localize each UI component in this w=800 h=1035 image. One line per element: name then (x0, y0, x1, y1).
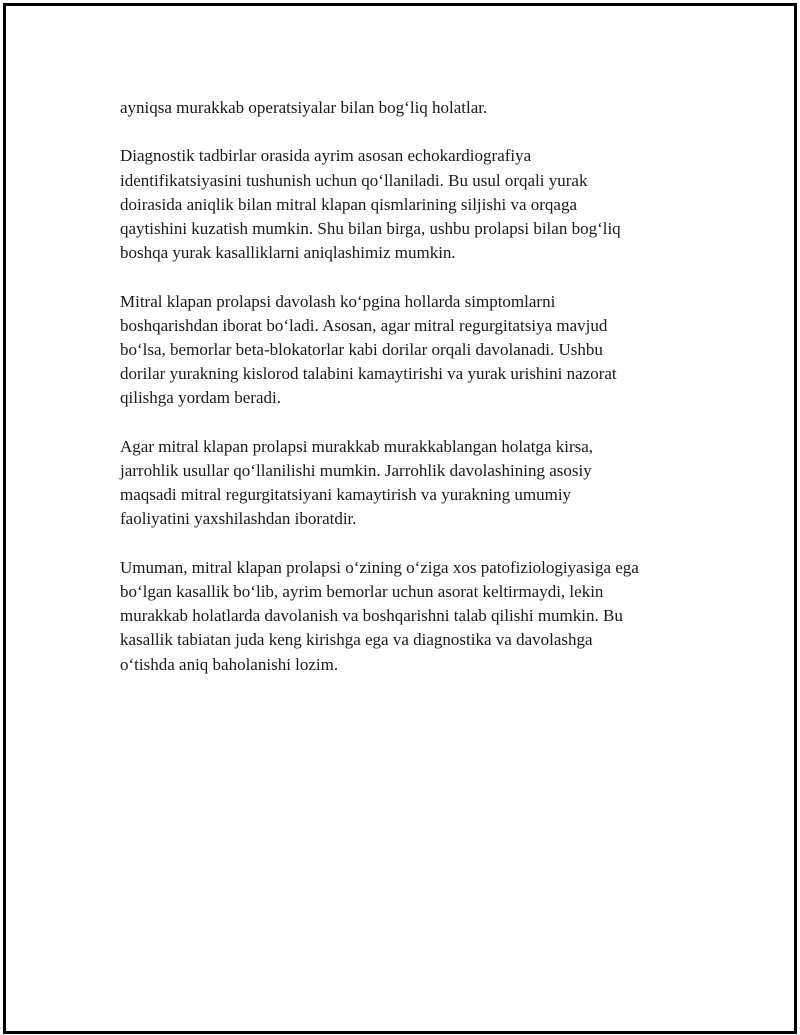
page-border (3, 3, 797, 1034)
paragraph-treatment: Mitral klapan prolapsi davolash ko‘pgina hollarda simptomlarni boshqarishdan iborat bo‘ladi. Asosan, agar mitral regurgitatsiya mavjud bo‘lsa, bemorlar beta-blokatorlar kabi dorilar orqali davolanadi. Ushbu dorilar yurakning kislorod talabini kamaytirishi va yurak urishini nazorat qilishga yordam beradi. (120, 291, 617, 408)
document-body (120, 96, 690, 701)
paragraph-complications: ayniqsa murakkab operatsiyalar bilan bog‘liq holatlar. (120, 98, 488, 117)
paragraph-surgery: Agar mitral klapan prolapsi murakkab murakkablangan holatga kirsa, jarrohlik usullar qo‘llanilishi mumkin. Jarrohlik davolashining asosiy maqsadi mitral regurgitatsiyani kamaytirish va yurakning umumiy faoliyatini yaxshilashdan iboratdir. (120, 436, 594, 529)
paragraph-diagnostics: Diagnostik tadbirlar orasida ayrim asosan echokardiografiya identifikatsiyasini tushunish uchun qo‘llaniladi. Bu usul orqali yurak doirasida aniqlik bilan mitral klapan qismlarining siljishi va orqaga qaytishini kuzatish mumkin. Shu bilan birga, ushbu prolapsi bilan bog‘liq boshqa yurak kasalliklarni aniqlashimiz mumkin. (120, 146, 621, 263)
paragraph-conclusion: Umuman, mitral klapan prolapsi o‘zining o‘ziga xos patofiziologiyasiga ega bo‘lgan kasallik bo‘lib, ayrim bemorlar uchun asorat keltirmaydi, lekin murakkab holatlarda davolanish va boshqarishni talab qilishi mumkin. Bu kasallik tabiatan juda keng kirishga ega va diagnostika va davolashga o‘tishda aniq baholanishi lozim. (120, 557, 639, 674)
